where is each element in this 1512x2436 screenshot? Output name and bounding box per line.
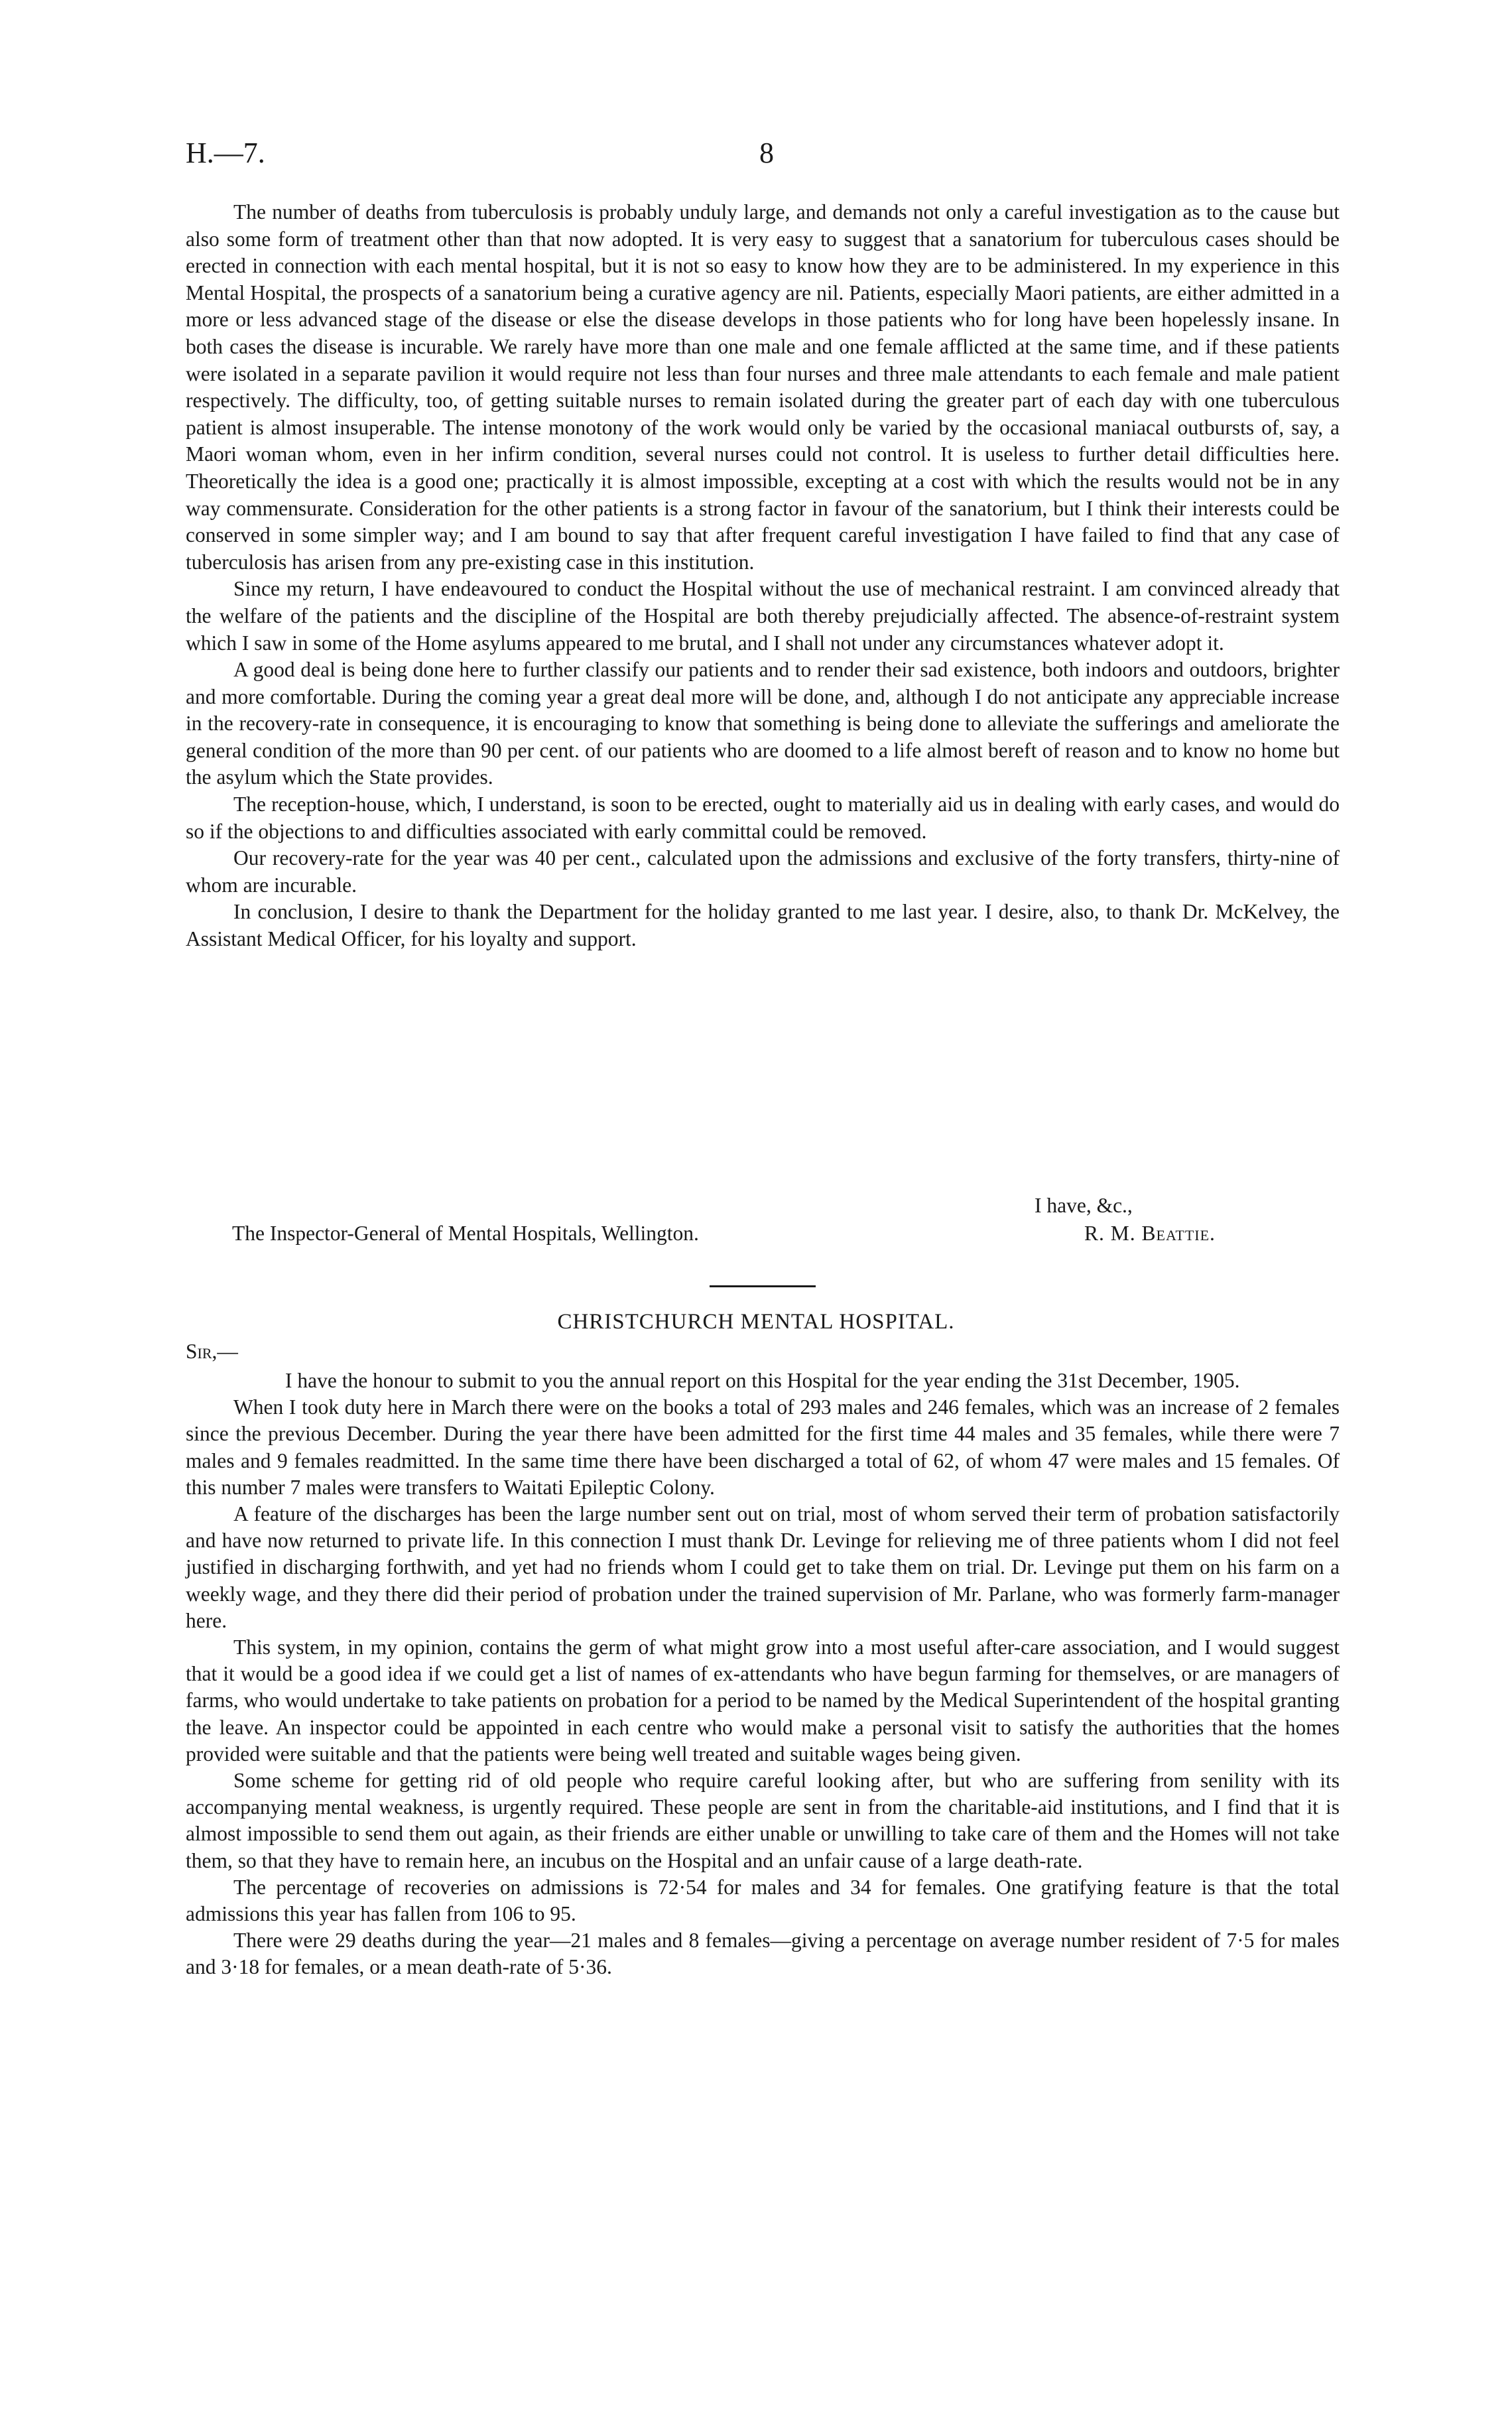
paragraph: This system, in my opinion, contains the germ of what might grow into a most useful after-care association, and I would suggest that it would be a good idea if we could get a list of names of ex-attendants who have begun farming for themselves, or are managers of farms, who would undertake to take patients on probation for a period to be named by the Medical Superintendent of the hospital granting the leave. An inspector could be appointed in each centre who would make a personal visit to satisfy the authorities that the homes provided were suitable and that the patients were being well treated and suitable wages being given. xyxy=(186,1635,1340,1765)
page-number: 8 xyxy=(759,137,774,169)
paragraph: The reception-house, which, I understand, is soon to be erected, ought to materially aid us in dealing with early cases, and would do so if the objections to and difficulties associated with early committal could be removed. xyxy=(186,793,1340,843)
paragraph: Since my return, I have endeavoured to conduct the Hospital without the use of mechanical restraint. I am convinced already that the welfare of the patients and the discipline of the Hospital are both thereby prejudicially affected. The absence-of-restraint system which I saw in some of the Home asylums appeared to me brutal, and I shall not under any circumstances whatever adopt it. xyxy=(186,577,1340,655)
recipient-line: The Inspector-General of Mental Hospitals, Wellington. xyxy=(232,1222,699,1245)
salutation: Sir,— xyxy=(186,1340,238,1363)
report-body-section-1 xyxy=(186,199,1340,953)
paragraph: I have the honour to submit to you the annual report on this Hospital for the year ending the 31st December, 1905. xyxy=(285,1369,1240,1392)
section-title: CHRISTCHURCH MENTAL HOSPITAL. xyxy=(557,1310,955,1334)
paragraph: When I took duty here in March there were on the books a total of 293 males and 246 females, which was an increase of 2 females since the previous December. During the year there have been admitted for the first time 44 males and 35 females, while there were 7 males and 9 females readmitted. In the same time there have been discharged a total of 62, of whom 47 were males and 15 females. Of this number 7 males were transfers to Waitati Epileptic Colony. xyxy=(186,1395,1340,1499)
page-header xyxy=(182,136,1340,176)
paragraph: There were 29 deaths during the year—21 males and 8 females—giving a percentage on average number resident of 7·5 for males and 3·18 for females, or a mean death-rate of 5·36. xyxy=(186,1929,1340,1979)
section-divider xyxy=(710,1285,816,1287)
paragraph: A feature of the discharges has been the large number sent out on trial, most of whom served their term of probation satisfactorily and have now returned to private life. In this connection I must thank Dr. Levinge for relieving me of three patients whom I did not feel justified in discharging forthwith, and yet had no friends whom I could get to take them on trial. Dr. Levinge put them on his farm on a weekly wage, and they there did their period of probation under the trained supervision of Mr. Parlane, who was formerly farm-manager here. xyxy=(186,1502,1340,1632)
report-body-section-2 xyxy=(186,1368,1340,1981)
paragraph: The percentage of recoveries on admissions is 72·54 for males and 34 for females. One gratifying feature is that the total admissions this year has fallen from 106 to 95. xyxy=(186,1875,1340,1926)
signature: R. M. Beattie. xyxy=(1084,1222,1216,1245)
paragraph: In conclusion, I desire to thank the Department for the holiday granted to me last year. I desire, also, to thank Dr. McKelvey, the Assistant Medical Officer, for his loyalty and support. xyxy=(186,900,1340,951)
document-id: H.—7. xyxy=(186,137,265,169)
paragraph: A good deal is being done here to further classify our patients and to render their sad existence, both indoors and outdoors, brighter and more comfortable. During the coming year a great deal more will be done, and, although I do not anticipate any appreciable increase in the recovery-rate in consequence, it is encouraging to know that something is being done to alleviate the sufferings and ameliorate the general condition of the more than 90 per cent. of our patients who are doomed to a life almost bereft of reason and to know no home but the asylum which the State provides. xyxy=(186,658,1340,789)
paragraph: Our recovery-rate for the year was 40 per cent., calculated upon the admissions and exclusive of the forty transfers, thirty-nine of whom are incurable. xyxy=(186,846,1340,897)
paragraph: The number of deaths from tuberculosis is probably unduly large, and demands not only a careful investigation as to the cause but also some form of treatment other than that now adopted. It is very easy to suggest that a sanatorium for tuberculous cases should be erected in connection with each mental hospital, but it is not so easy to know how they are to be administered. In my experience in this Mental Hospital, the prospects of a sanatorium being a curative agency are nil. Patients, especially Maori patients, are either admitted in a more or less advanced stage of the disease or else the disease develops in those patients who for long have been hopelessly insane. In both cases the disease is incurable. We rarely have more than one male and one female afflicted at the same time, and if these patients were isolated in a separate pavilion it would require not less than four nurses and three male attendants to each female and male patient respectively. The difficulty, too, of getting suitable nurses to remain isolated during the greater part of each day with one tuberculous patient is almost insuperable. The intense monotony of the work would only be varied by the occasional maniacal outbursts of, say, a Maori woman whom, even in her infirm condition, several nurses could not control. It is useless to further detail difficulties here. Theoretically the idea is a good one; practically it is almost impossible, excepting at a cost with which the results would not be in any way commensurate. Consideration for the other patients is a strong factor in favour of the sanatorium, but I think their interests could be conserved in some simpler way; and I am bound to say that after frequent careful investigation I have failed to find that any case of tuberculosis has arisen from any pre-existing case in this institution. xyxy=(186,200,1340,574)
closing-line: I have, &c., xyxy=(1035,1194,1133,1217)
paragraph: Some scheme for getting rid of old people who require careful looking after, but who are suffering from senility with its accompanying mental weakness, is urgently required. These people are sent in from the charitable-aid institutions, and I find that it is almost impossible to send them out again, as their friends are either unable or unwilling to take care of them and the Homes will not take them, so that they have to remain here, an incubus on the Hospital and an unfair cause of a large death-rate. xyxy=(186,1769,1340,1872)
